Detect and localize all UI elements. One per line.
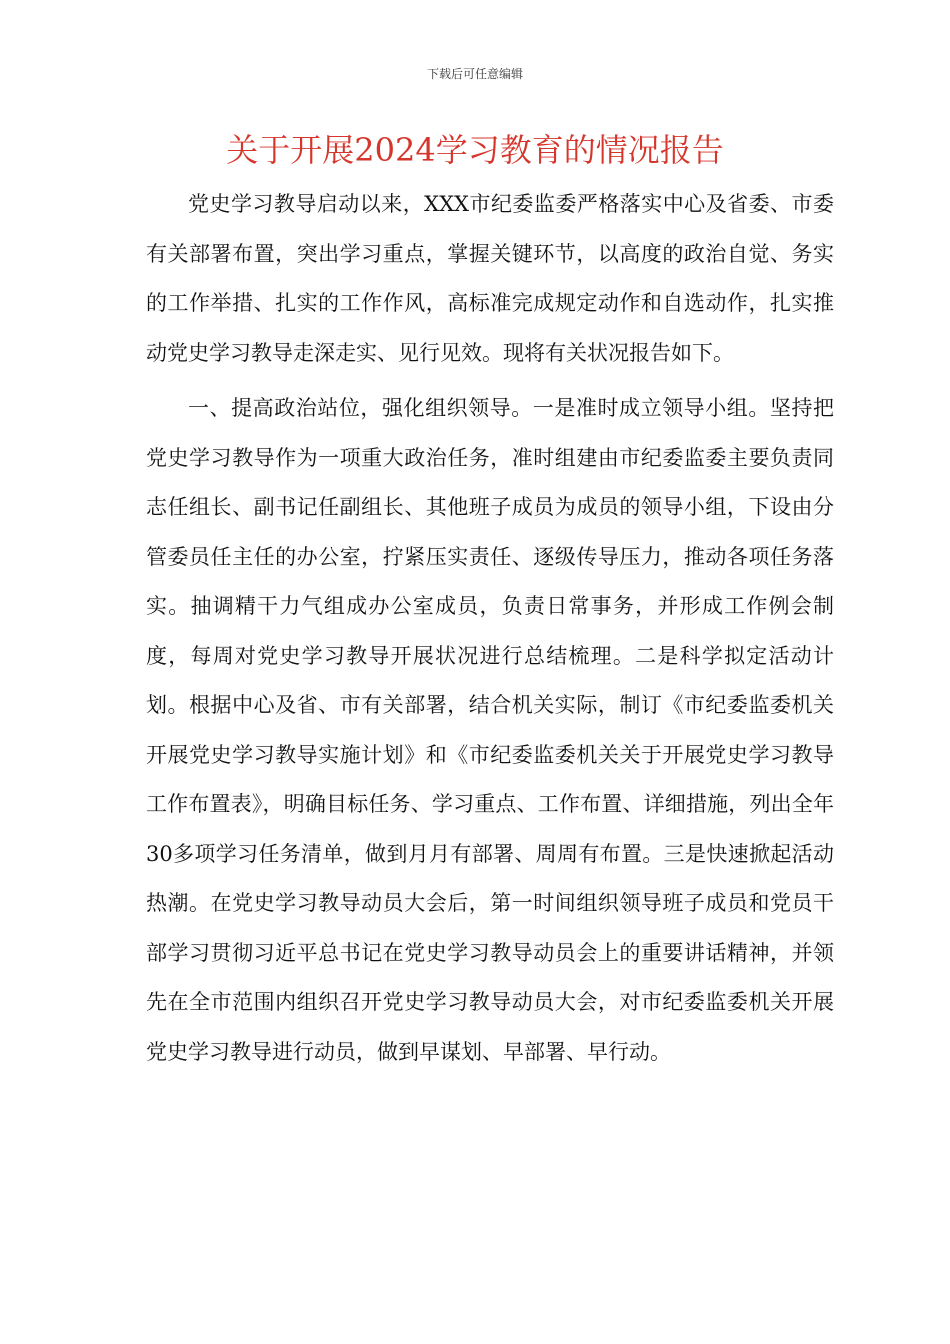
document-title: 关于开展2024学习教育的情况报告 (226, 131, 724, 169)
paragraph-intro: 党史学习教导启动以来，XXX市纪委监委严格落实中心及省委、市委有关部署布置，突出学习重点，掌握关键环节，以高度的政治自觉、务实的工作举措、扎实的工作作风，高标准完成规定动作和自选动作，扎实推动党史学习教导走深走实、见行见效。现将有关状况报告如下。 (146, 192, 834, 365)
document-body (146, 180, 834, 1077)
header-note: 下载后可任意编辑 (426, 67, 523, 81)
paragraph-section-one: 一、提高政治站位，强化组织领导。一是准时成立领导小组。坚持把党史学习教导作为一项重大政治任务，准时组建由市纪委监委主要负责同志任组长、副书记任副组长、其他班子成员为成员的领导小组，下设由分管委员任主任的办公室，拧紧压实责任、逐级传导压力，推动各项任务落实。抽调精干力气组成办公室成员，负责日常事务，并形成工作例会制度，每周对党史学习教导开展状况进行总结梳理。二是科学拟定活动计划。根据中心及省、市有关部署，结合机关实际，制订《市纪委监委机关开展党史学习教导实施计划》和《市纪委监委机关关于开展党史学习教导工作布置表》，明确目标任务、学习重点、工作布置、详细措施，列出全年30多项学习任务清单，做到月月有部署、周周有布置。三是快速掀起活动热潮。在党史学习教导动员大会后，第一时间组织领导班子成员和党员干部学习贯彻习近平总书记在党史学习教导动员会上的重要讲话精神，并领先在全市范围内组织召开党史学习教导动员大会，对市纪委监委机关开展党史学习教导进行动员，做到早谋划、早部署、早行动。 (146, 396, 834, 1064)
